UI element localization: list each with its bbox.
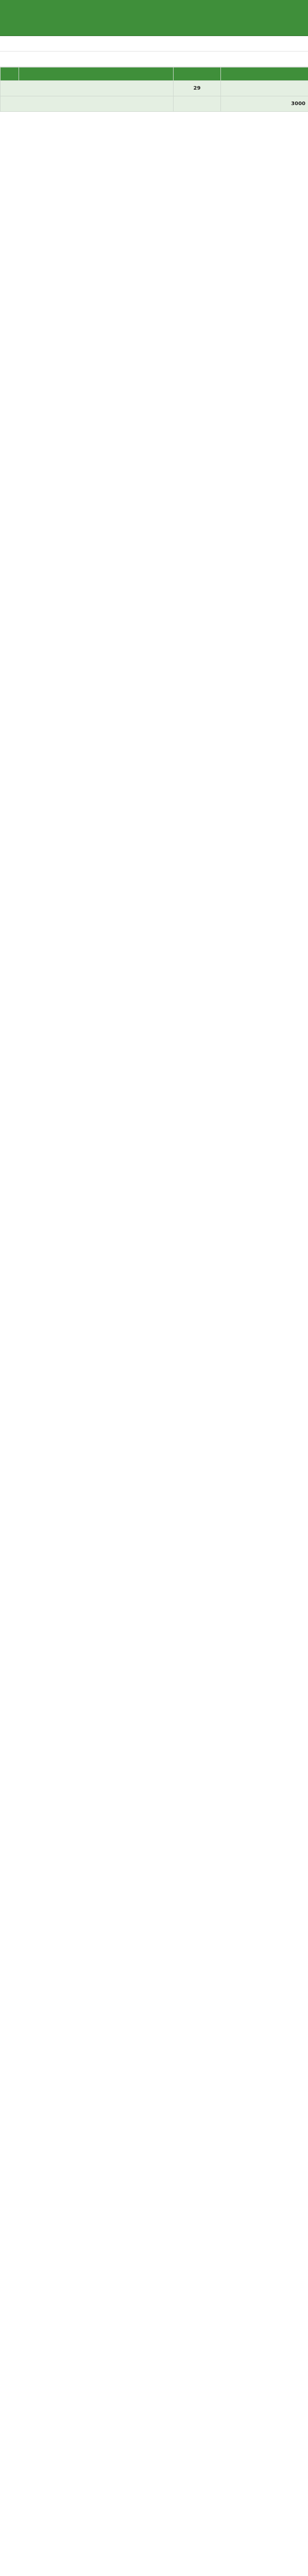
note-row-1 [0, 36, 308, 52]
total-row [1, 96, 308, 112]
header-row [1, 67, 308, 81]
title-bar [0, 0, 308, 36]
column-header-name [19, 67, 174, 81]
note-row-2 [0, 52, 308, 67]
column-header-investment [221, 67, 308, 81]
table-header [1, 67, 308, 81]
count-value: 29 [174, 81, 221, 96]
total-label [1, 96, 174, 112]
count-label [1, 81, 174, 96]
total-blank-cell [174, 96, 221, 112]
column-header-no [1, 67, 19, 81]
count-row [1, 81, 308, 96]
table-footer [1, 81, 308, 112]
total-value: 3000 [221, 96, 308, 112]
count-blank-cell [221, 81, 308, 96]
column-header-period [174, 67, 221, 81]
project-table [0, 67, 308, 112]
